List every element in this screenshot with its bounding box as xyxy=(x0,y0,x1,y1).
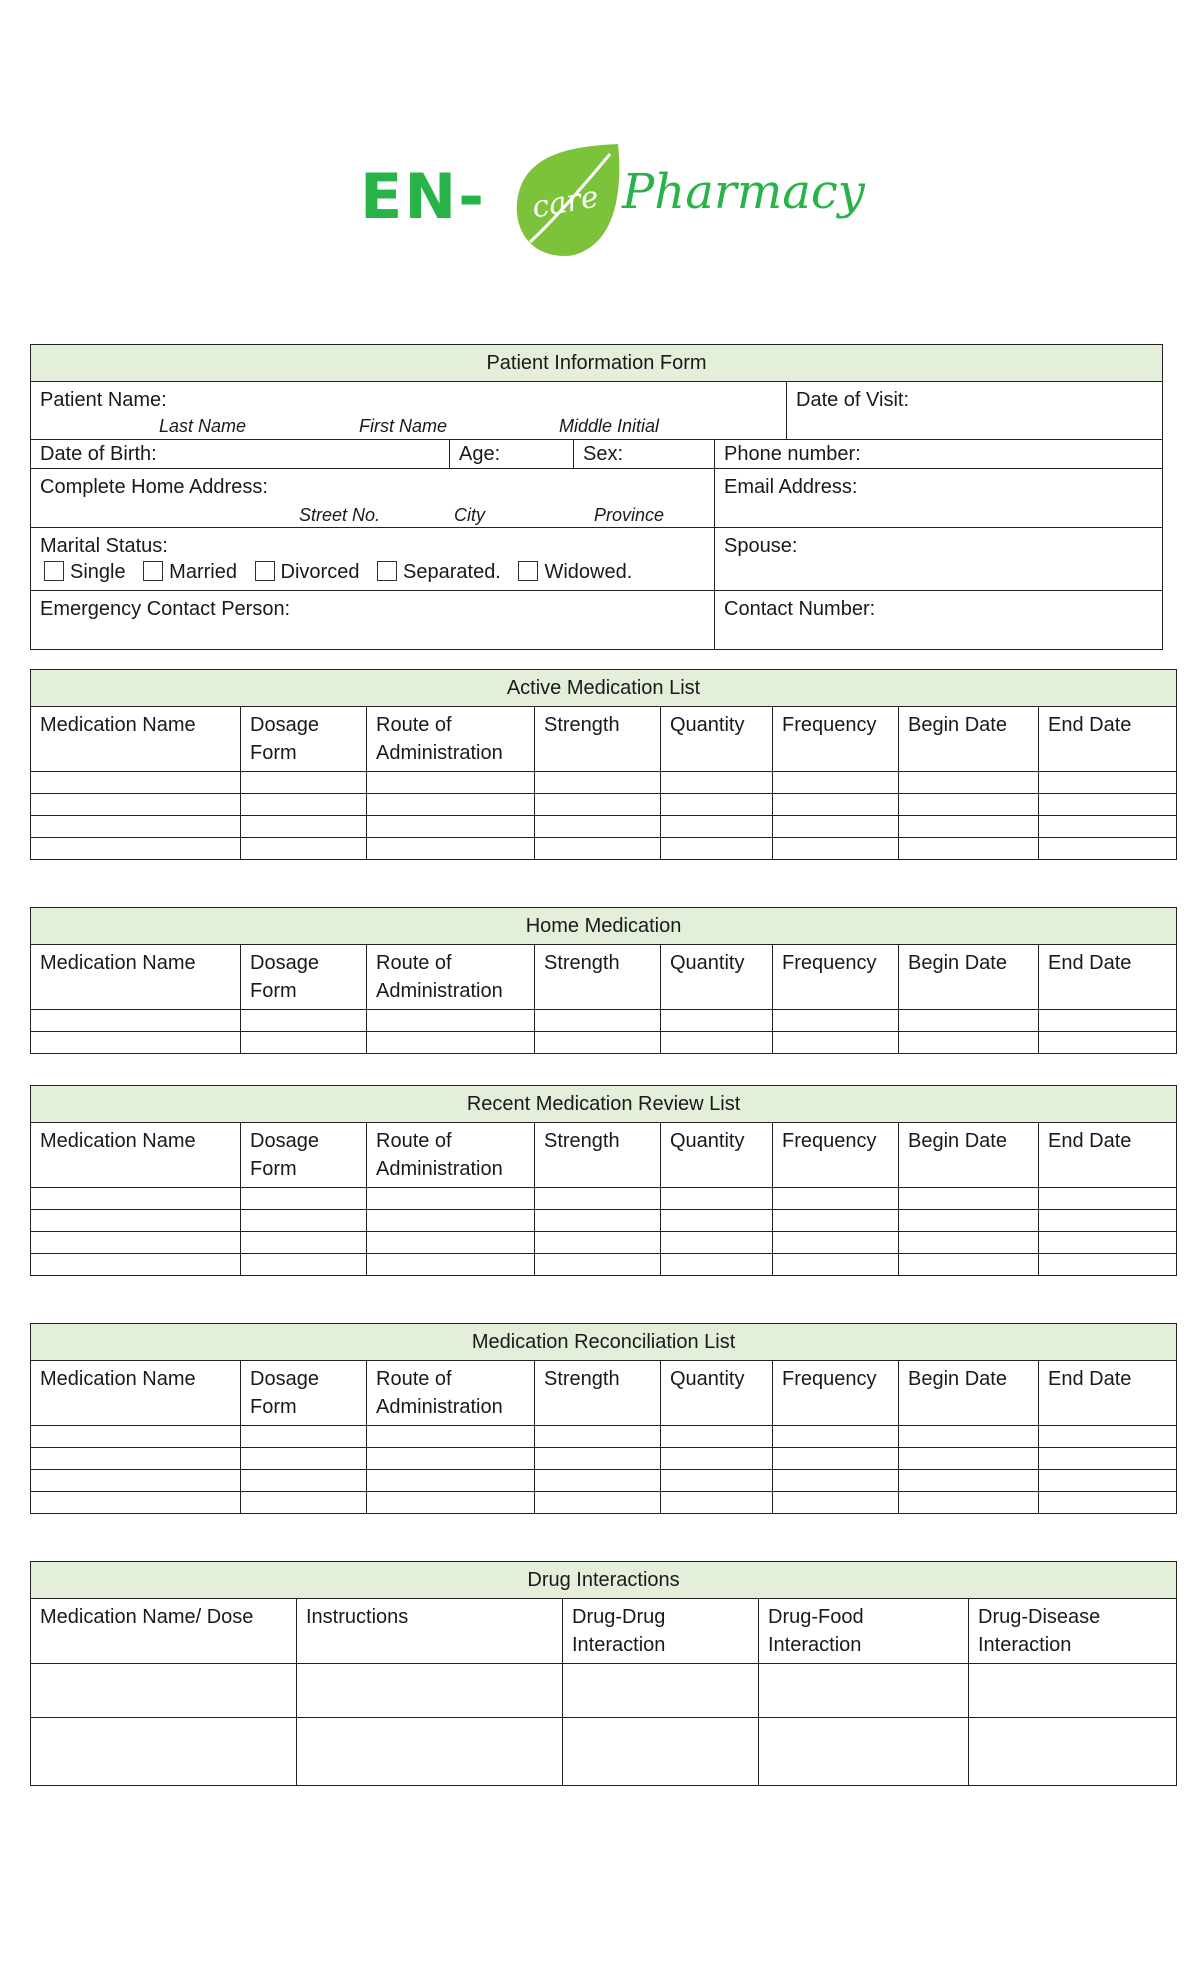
col-begin-date: Begin Date xyxy=(899,945,1039,1010)
patient-information-table xyxy=(30,344,1163,650)
email-address-field[interactable] xyxy=(715,469,1163,528)
table-row[interactable] xyxy=(31,1492,1177,1514)
date-of-visit-label: Date of Visit: xyxy=(796,389,910,411)
col-end-date: End Date xyxy=(1039,945,1177,1010)
contact-number-label: Contact Number: xyxy=(724,598,876,620)
col-medication-name-dose: Medication Name/ Dose xyxy=(31,1599,297,1664)
marital-status-field xyxy=(31,528,715,591)
col-frequency: Frequency xyxy=(773,707,899,772)
home-medication-title: Home Medication xyxy=(31,908,1177,945)
col-end-date: End Date xyxy=(1039,1361,1177,1426)
date-of-visit-field[interactable] xyxy=(787,382,1163,440)
phone-number-label: Phone number: xyxy=(724,443,861,465)
col-quantity: Quantity xyxy=(661,945,773,1010)
patient-name-field[interactable] xyxy=(31,382,787,440)
date-of-birth-label: Date of Birth: xyxy=(40,443,157,465)
reconciliation-table xyxy=(30,1323,1177,1514)
divorced-option-label: Divorced xyxy=(280,561,360,583)
drug-interactions-title: Drug Interactions xyxy=(31,1562,1177,1599)
last-name-hint: Last Name xyxy=(159,416,247,436)
col-route: Route of Administration xyxy=(367,945,535,1010)
recent-review-title: Recent Medication Review List xyxy=(31,1086,1177,1123)
table-row[interactable] xyxy=(31,1010,1177,1032)
separated-option-label: Separated. xyxy=(403,561,501,583)
street-no-hint: Street No. xyxy=(299,505,381,525)
col-frequency: Frequency xyxy=(773,1361,899,1426)
col-quantity: Quantity xyxy=(661,1361,773,1426)
single-checkbox[interactable] xyxy=(44,561,64,581)
table-row[interactable] xyxy=(31,1232,1177,1254)
col-route: Route of Administration xyxy=(367,1361,535,1426)
col-medication-name: Medication Name xyxy=(31,945,241,1010)
pharmacy-logo xyxy=(360,138,865,278)
table-row[interactable] xyxy=(31,1448,1177,1470)
city-hint: City xyxy=(454,505,485,525)
col-route: Route of Administration xyxy=(367,1123,535,1188)
col-dosage-form: Dosage Form xyxy=(241,1361,367,1426)
col-dosage-form: Dosage Form xyxy=(241,1123,367,1188)
drug-interactions-table xyxy=(30,1561,1177,1786)
table-row[interactable] xyxy=(31,1188,1177,1210)
emergency-contact-field[interactable] xyxy=(31,591,715,650)
col-strength: Strength xyxy=(535,1361,661,1426)
first-name-hint: First Name xyxy=(359,416,448,436)
table-row[interactable] xyxy=(31,838,1177,860)
table-row[interactable] xyxy=(31,816,1177,838)
col-medication-name: Medication Name xyxy=(31,1123,241,1188)
emergency-contact-label: Emergency Contact Person: xyxy=(40,598,291,620)
col-begin-date: Begin Date xyxy=(899,1361,1039,1426)
home-address-label: Complete Home Address: xyxy=(40,476,268,498)
col-quantity: Quantity xyxy=(661,1123,773,1188)
patient-form-title: Patient Information Form xyxy=(31,345,1163,382)
sex-field[interactable] xyxy=(574,440,715,469)
widowed-checkbox[interactable] xyxy=(518,561,538,581)
table-row[interactable] xyxy=(31,794,1177,816)
middle-initial-hint: Middle Initial xyxy=(559,416,660,436)
col-dosage-form: Dosage Form xyxy=(241,945,367,1010)
col-drug-food: Drug-Food Interaction xyxy=(759,1599,969,1664)
col-strength: Strength xyxy=(535,707,661,772)
date-of-birth-field[interactable] xyxy=(31,440,450,469)
col-frequency: Frequency xyxy=(773,1123,899,1188)
col-medication-name: Medication Name xyxy=(31,707,241,772)
email-address-label: Email Address: xyxy=(724,476,858,498)
table-row[interactable] xyxy=(31,1664,1177,1718)
col-end-date: End Date xyxy=(1039,707,1177,772)
divorced-checkbox[interactable] xyxy=(255,561,275,581)
table-row[interactable] xyxy=(31,1032,1177,1054)
table-row[interactable] xyxy=(31,1210,1177,1232)
col-medication-name: Medication Name xyxy=(31,1361,241,1426)
col-drug-disease: Drug-Disease Interaction xyxy=(969,1599,1177,1664)
active-medication-table xyxy=(30,669,1177,860)
col-begin-date: Begin Date xyxy=(899,1123,1039,1188)
col-strength: Strength xyxy=(535,945,661,1010)
age-field[interactable] xyxy=(450,440,574,469)
table-row[interactable] xyxy=(31,772,1177,794)
col-strength: Strength xyxy=(535,1123,661,1188)
sex-label: Sex: xyxy=(583,443,624,465)
table-row[interactable] xyxy=(31,1254,1177,1276)
age-label: Age: xyxy=(459,443,501,465)
widowed-option-label: Widowed. xyxy=(544,561,633,583)
home-address-field[interactable] xyxy=(31,469,715,528)
logo-care-text: care xyxy=(529,179,602,226)
table-row[interactable] xyxy=(31,1426,1177,1448)
phone-number-field[interactable] xyxy=(715,440,1163,469)
col-begin-date: Begin Date xyxy=(899,707,1039,772)
marital-status-label: Marital Status: xyxy=(40,535,168,557)
spouse-field[interactable] xyxy=(715,528,1163,591)
reconciliation-title: Medication Reconciliation List xyxy=(31,1324,1177,1361)
col-end-date: End Date xyxy=(1039,1123,1177,1188)
active-medication-title: Active Medication List xyxy=(31,670,1177,707)
married-checkbox[interactable] xyxy=(143,561,163,581)
col-instructions: Instructions xyxy=(297,1599,563,1664)
col-quantity: Quantity xyxy=(661,707,773,772)
table-row[interactable] xyxy=(31,1470,1177,1492)
single-option-label: Single xyxy=(70,561,126,583)
province-hint: Province xyxy=(594,505,665,525)
col-dosage-form: Dosage Form xyxy=(241,707,367,772)
recent-review-table xyxy=(30,1085,1177,1276)
home-medication-table xyxy=(30,907,1177,1054)
col-route: Route of Administration xyxy=(367,707,535,772)
spouse-label: Spouse: xyxy=(724,535,798,557)
logo-en-text: EN- xyxy=(360,160,486,233)
separated-checkbox[interactable] xyxy=(377,561,397,581)
logo-pharmacy-text: Pharmacy xyxy=(622,164,865,220)
patient-name-label: Patient Name: xyxy=(40,389,167,411)
col-drug-drug: Drug-Drug Interaction xyxy=(563,1599,759,1664)
married-option-label: Married xyxy=(169,561,237,583)
table-row[interactable] xyxy=(31,1718,1177,1786)
col-frequency: Frequency xyxy=(773,945,899,1010)
contact-number-field[interactable] xyxy=(715,591,1163,650)
